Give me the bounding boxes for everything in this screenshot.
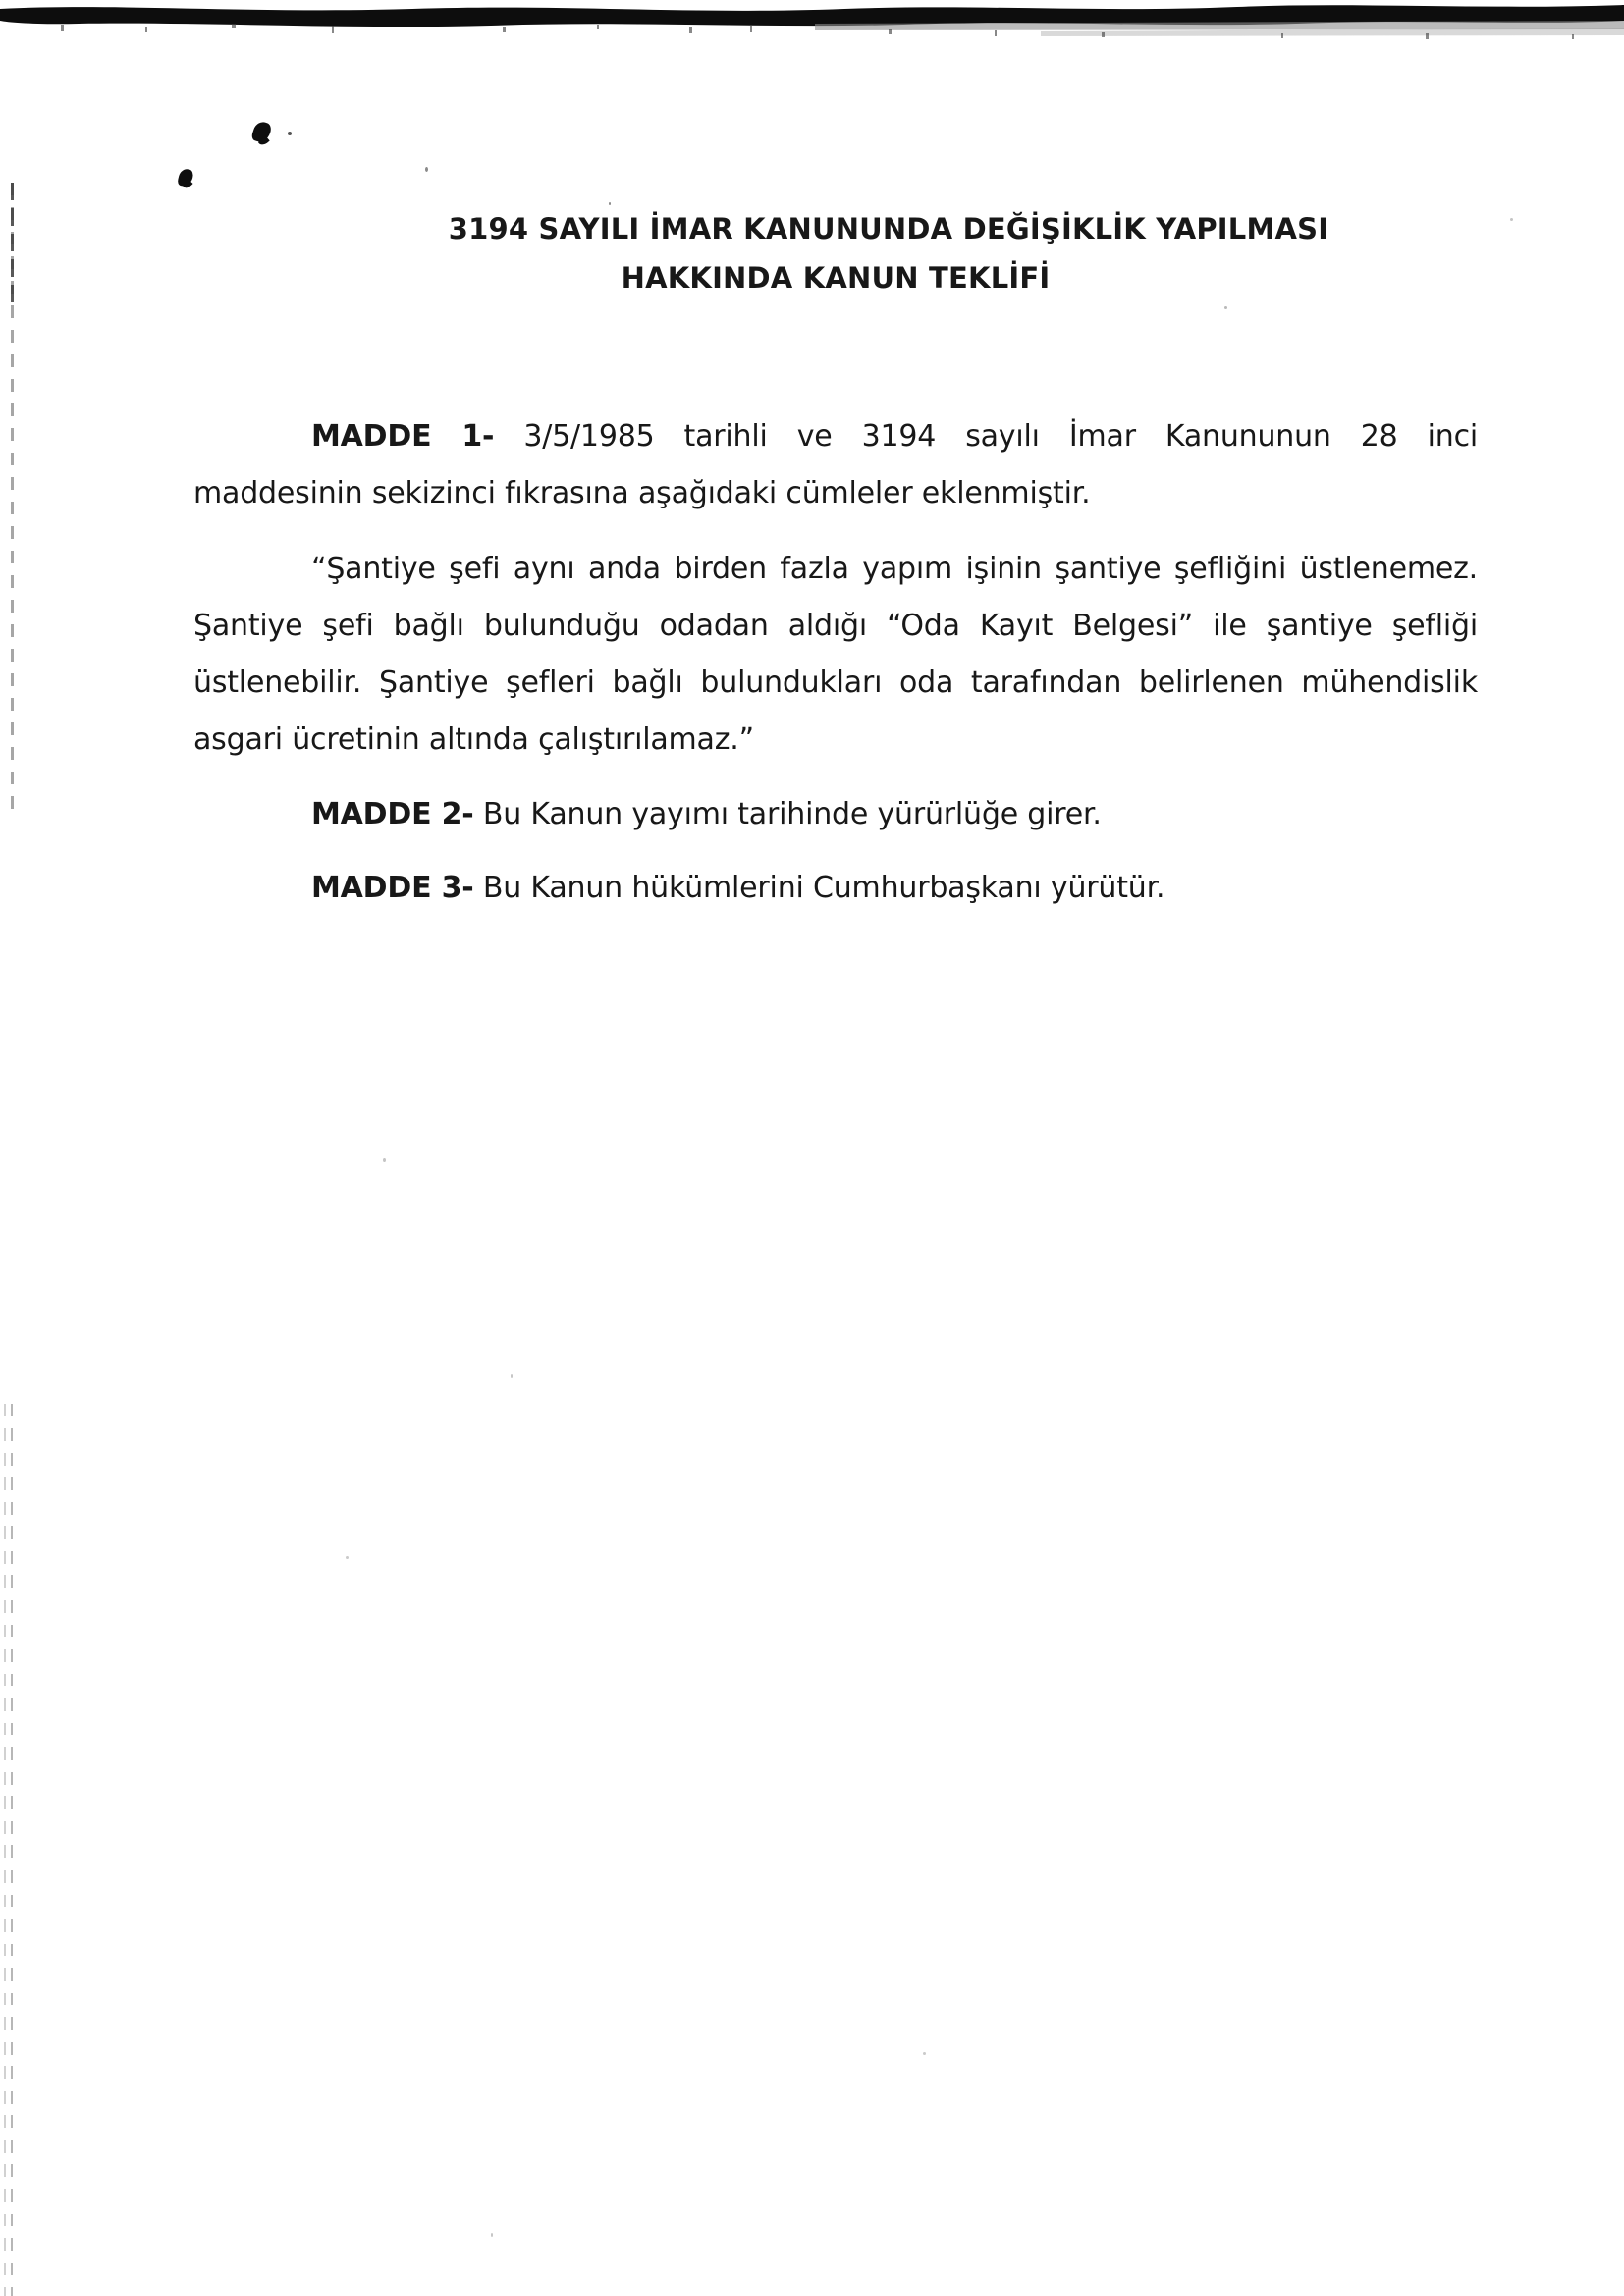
paper-speck <box>491 2233 493 2237</box>
paper-speck <box>288 132 292 135</box>
madde-label: MADDE 2- <box>311 797 474 831</box>
text-line: “Şantiye şefi aynı anda birden fazla yapım işinin şantiye şefliğini üstlenemez. <box>311 552 1478 586</box>
paper-speck <box>511 1374 513 1378</box>
text-line: maddesinin sekizinci fıkrasına aşağıdaki cümleler eklenmiştir. <box>193 476 1091 510</box>
ink-blot <box>250 120 273 144</box>
scan-artifact-top-band <box>0 0 1624 45</box>
scan-artifact-left-line <box>4 1404 6 2296</box>
text-line: Şantiye şefi bağlı bulunduğu odadan aldığı “Oda Kayıt Belgesi” ile şantiye şefliği <box>193 609 1478 643</box>
paragraph-madde-3 <box>193 860 1478 917</box>
ink-blot <box>177 168 194 188</box>
paper-speck <box>346 1556 349 1559</box>
scan-artifact-left-line <box>11 183 14 310</box>
paper-speck <box>425 167 428 172</box>
text-line: asgari ücretinin altında çalıştırılamaz.” <box>193 722 754 757</box>
document-title <box>193 204 1478 302</box>
paragraph-madde-2 <box>193 786 1478 843</box>
title-line-2: HAKKINDA KANUN TEKLİFİ <box>621 261 1051 294</box>
paper-speck <box>1510 218 1513 221</box>
text-line: MADDE 3- Bu Kanun hükümlerini Cumhurbaşkanı yürütür. <box>311 871 1165 905</box>
text-line: MADDE 1- 3/5/1985 tarihli ve 3194 sayılı İmar Kanununun 28 inci <box>311 419 1478 454</box>
text-line: üstlenebilir. Şantiye şefleri bağlı bulundukları oda tarafından belirlenen mühendislik <box>193 666 1478 700</box>
paragraph-madde-1 <box>193 408 1478 522</box>
text-line: MADDE 2- Bu Kanun yayımı tarihinde yürürlüğe girer. <box>311 797 1102 831</box>
scan-artifact-left-line <box>11 1404 13 2296</box>
madde-label: MADDE 1- <box>311 419 495 454</box>
paragraph-madde-1-quote <box>193 541 1478 769</box>
paper-speck <box>383 1158 386 1162</box>
title-line-1: 3194 SAYILI İMAR KANUNUNDA DEĞİŞİKLİK YAPILMASI <box>448 212 1329 245</box>
madde-label: MADDE 3- <box>311 871 474 905</box>
document-body <box>193 204 1478 917</box>
paper-speck <box>923 2052 926 2055</box>
body-paragraphs <box>193 408 1478 917</box>
